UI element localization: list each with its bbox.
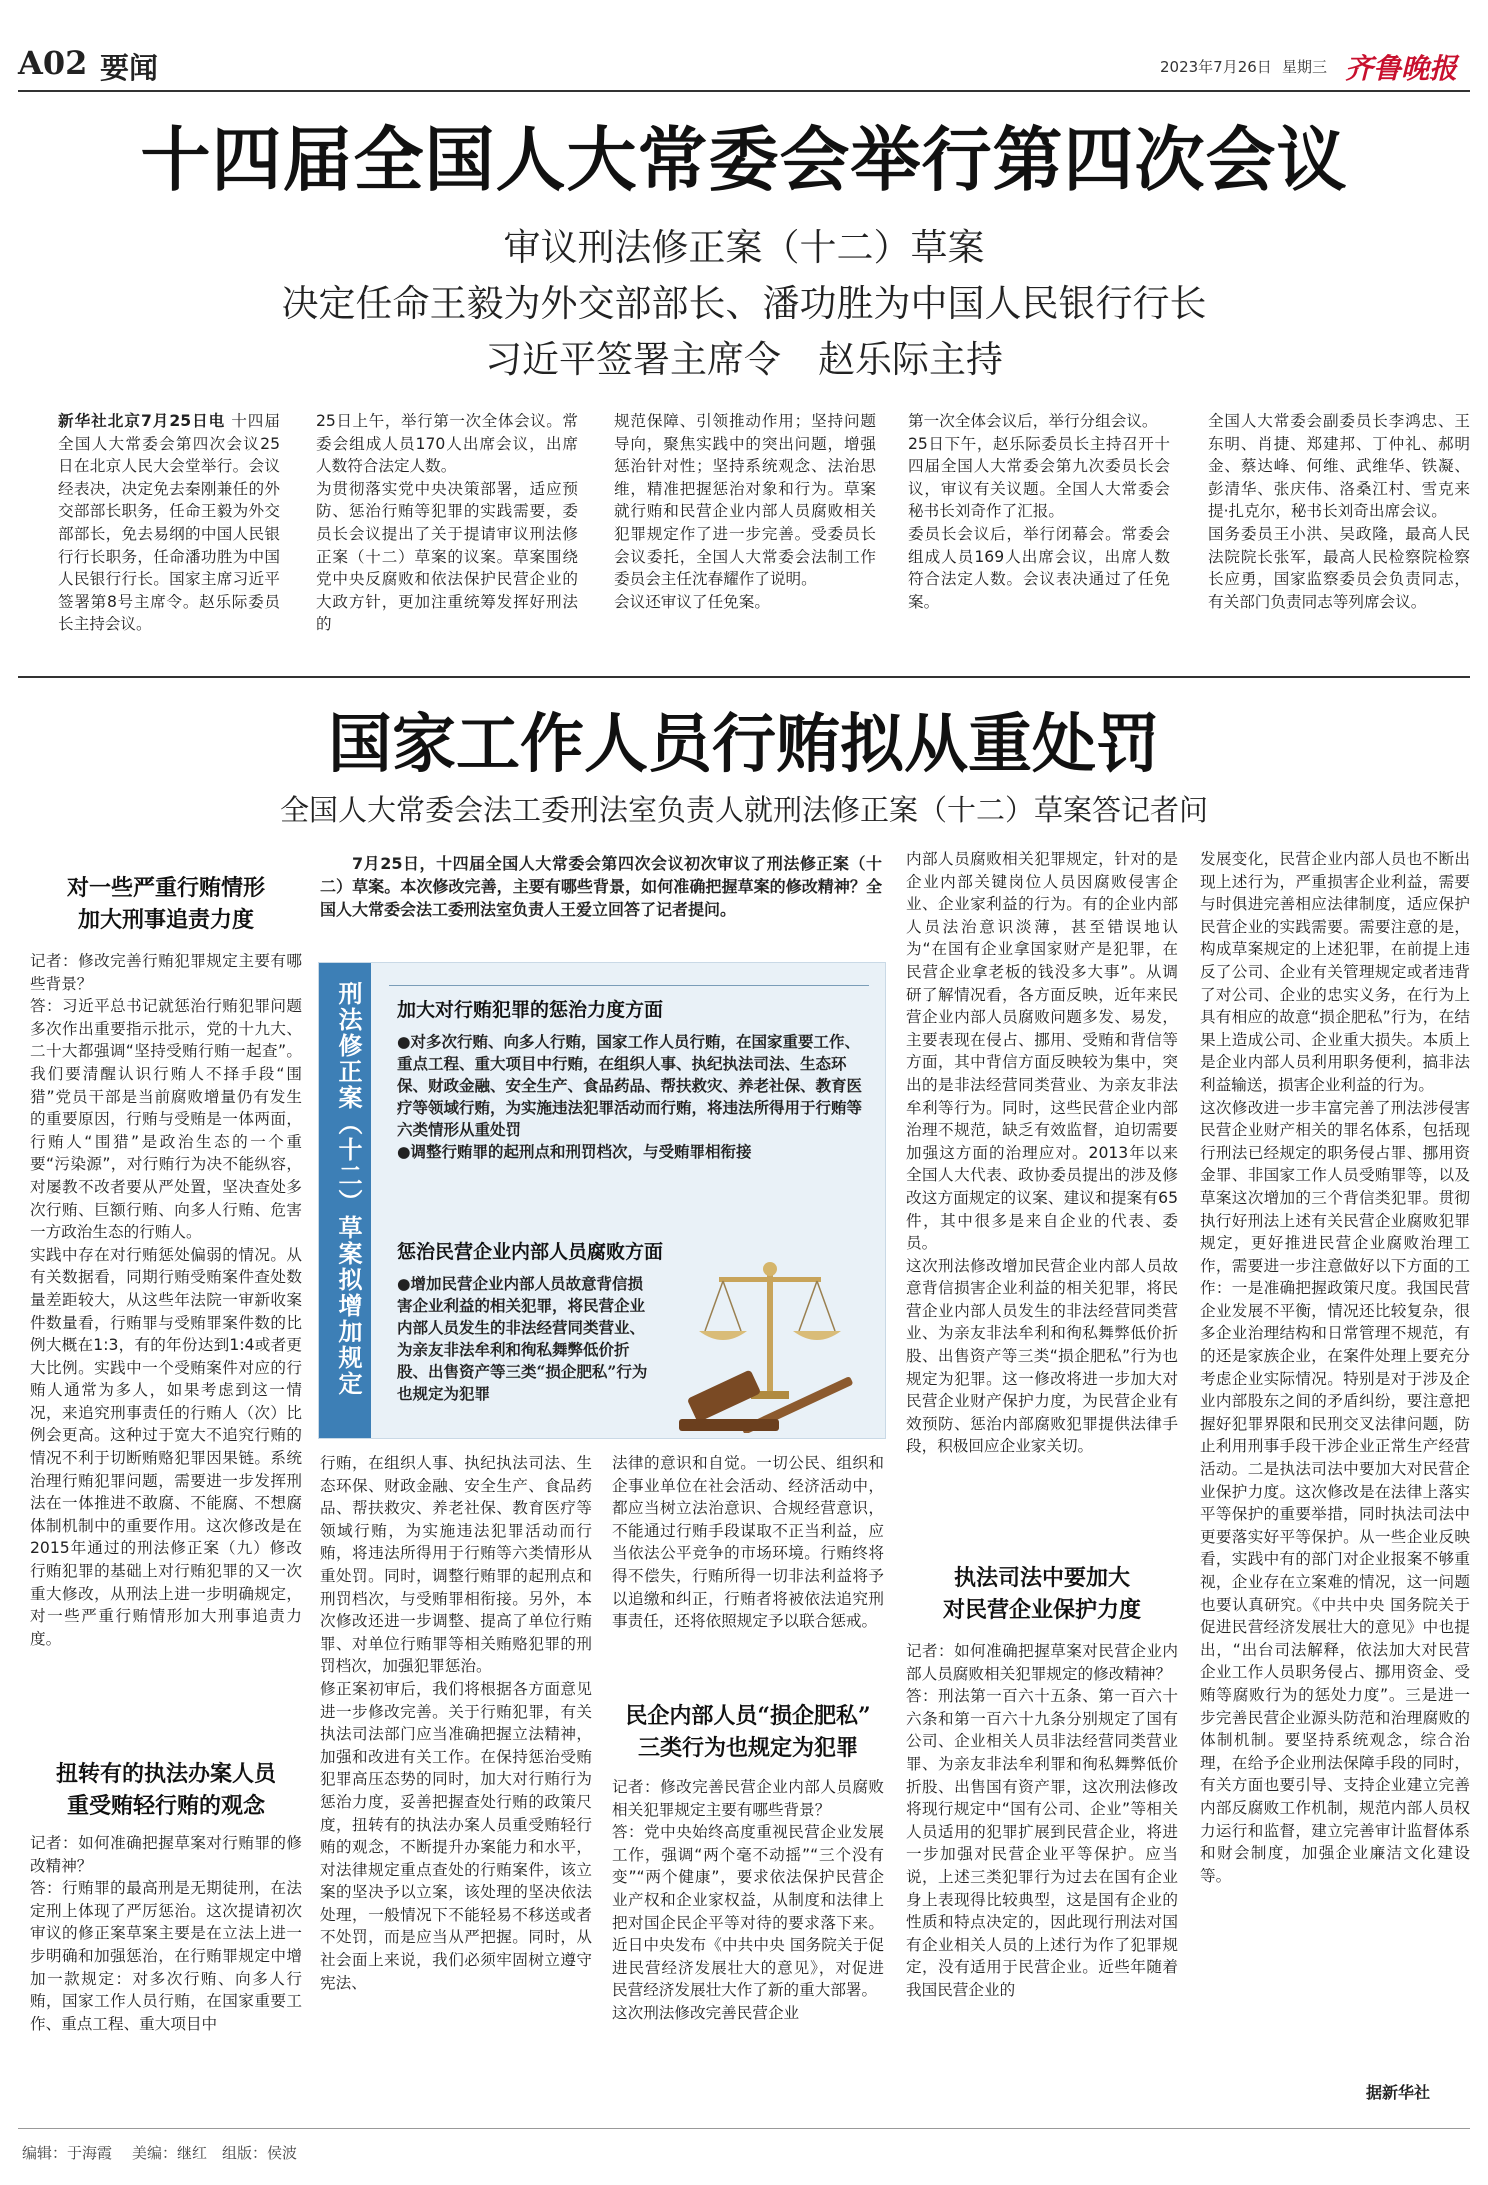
infobox-text-1: ●对多次行贿、向多人行贿，国家工作人员行贿，在国家重要工作、重点工程、重大项目中行贿，在组织人事、执纪执法司法、生态环保、财政金融、安全生产、食品药品、帮扶救灾、养老社保、教育医疗等领域行贿，为实施违法犯罪活动而行贿，将违法所得用于行贿等六类情形从重处罚 ●调整行贿罪的起刑点和刑罚档次，与受贿罪相衔接 <box>397 1032 863 1161</box>
story2-subhead: 全国人大常委会法工委刑法室负责人就刑法修正案（十二）草案答记者问 <box>279 793 1208 827</box>
story2-column-4-top: 内部人员腐败相关犯罪规定，针对的是企业内部关键岗位人员因腐败侵害企业、企业家利益的行为。有的企业内部人员法治意识淡薄，甚至错误地认为“在国有企业拿国家财产是犯罪，在民营企业拿老板的钱没多大事”。从调研了解情况看，各方面反映，近年来民营企业内部人员腐败问题多发、易发，主要表现在侵占、挪用、受贿和背信等方面，其中背信方面反映较为集中，突出的是非法经营同类营业、为亲友非法牟利等行为。同时，这些民营企业内部治理不规范，缺乏有效监督，迫切需要加强这方面的治理应对。2013年以来全国人大代表、政协委员提出的涉及修改这方面规定的议案、建议和提案有65件，其中很多是来自企业的代表、委员。 这次刑法修改增加民营企业内部人员故意背信损害企业利益的相关犯罪，将民营企业内部人员发生的非法经营同类营业、为亲友非法牟利和徇私舞弊低价折股、出售资产等三类“损企肥私”行为也规定为犯罪。这一修改将进一步加大对民营企业财产保护力度，为民营企业有效预防、惩治内部腐败犯罪提供法律手段，积极回应企业家关切。 <box>906 850 1178 1456</box>
story2-column-3-top: 法律的意识和自觉。一切公民、组织和企事业单位在社会活动、经济活动中，都应当树立法治意识、合规经营意识，不能通过行贿手段谋取不正当利益，应当依法公平竞争的市场环境。行贿终将得不偿失，行贿所得一切非法利益将予以追缴和纠正，行贿者将被依法追究刑事责任，还将依照规定予以联合惩戒。 <box>612 1454 884 1631</box>
story1-column-3: 规范保障、引领推动作用；坚持问题导向，聚焦实践中的突出问题，增强惩治针对性；坚持系统观念、法治思维，精准把握惩治对象和行为。草案就行贿和民营企业内部人员腐败相关犯罪规定作了进一步完善。受委员长会议委托，全国人大常委会法制工作委员会主任沈春耀作了说明。 会议还审议了任免案。 <box>614 412 876 611</box>
footer-layout: 组版：侯波 <box>222 2144 298 2162</box>
sec1-body: 记者：修改完善行贿犯罪规定主要有哪些背景？ 答：习近平总书记就惩治行贿犯罪问题多次作出重要指示批示，党的十九大、二十大都强调“坚持受贿行贿一起查”。我们要清醒认识行贿人不择手段“围猎”党员干部是当前腐败增量仍有发生的重要原因，行贿与受贿是一体两面，行贿人“围猎”是政治生态的一个重要“污染源”，对行贿行为决不能纵容，对屡教不改者要从严处置，坚决查处多次行贿、巨额行贿、向多人行贿、危害一方政治生态的行贿人。 实践中存在对行贿惩处偏弱的情况。从有关数据看，同期行贿受贿案件查处数量差距较大，从这些年法院一审新收案件数量看，行贿罪与受贿罪案件数的比例大概在1:3，有的年份达到1:4或者更大比例。实践中一个受贿案件对应的行贿人通常为多人，如果考虑到这一情况，来追究刑事责任的行贿人（次）比例会更高。这种过于宽大不追究行贿的情况不利于切断贿赂犯罪因果链。系统治理行贿犯罪问题，需要进一步发挥刑法在一体推进不敢腐、不能腐、不想腐体制机制中的重要作用。这次修改是在2015年通过的刑法修正案（九）修改行贿犯罪的基础上对行贿犯罪的又一次重大修改，从刑法上进一步明确规定，对一些严重行贿情形加大刑事追责力度。 <box>30 952 302 1648</box>
newspaper-logo: 齐鲁晚报 <box>1345 52 1458 85</box>
story1-subhead-3: 习近平签署主席令 赵乐际主持 <box>485 338 1003 381</box>
story2-column-2-body: 行贿，在组织人事、执纪执法司法、生态环保、财政金融、安全生产、食品药品、帮扶救灾、养老社保、教育医疗等领域行贿，为实施违法犯罪活动而行贿，将违法所得用于行贿等六类情形从重处罚。同时，调整行贿罪的起刑点和刑罚档次，与受贿罪相衔接。另外，本次修改还进一步调整、提高了单位行贿罪、对单位行贿罪等相关贿赂犯罪的刑罚档次，加强犯罪惩治。 修正案初审后，我们将根据各方面意见进一步修改完善。关于行贿犯罪，有关执法司法部门应当准确把握立法精神，加强和改进有关工作。在保持惩治受贿犯罪高压态势的同时，加大对行贿行为惩治力度，妥善把握查处行贿的政策尺度，扭转有的执法办案人员重受贿轻行贿的观念，不断提升办案能力和水平，对法律规定重点查处的行贿案件，该立案的坚决予以立案，该处理的坚决依法处理，一般情况下不能轻易不移送或者不处罚，而是应当从严把握。同时，从社会面上来说，我们必须牢固树立遵守宪法、 <box>320 1454 592 1992</box>
sec4-body: 记者：如何准确把握草案对民营企业内部人员腐败相关犯罪规定的修改精神？ 答：刑法第一百六十五条、第一百六十六条和第一百六十九条分别规定了国有公司、企业相关人员非法经营同类营业罪、为亲友非法牟利罪和徇私舞弊低价折股、出售国有资产罪，这次刑法修改将现行规定中“国有公司、企业”等相关人员适用的犯罪扩展到民营企业，将进一步加强对民营企业平等保护。应当说，上述三类犯罪行为过去在国有企业身上表现得比较典型，这是国有企业的性质和特点决定的，因此现行刑法对国有企业相关人员的上述行为作了犯罪规定，没有适用于民营企业。近些年随着我国民营企业的 <box>906 1642 1178 1999</box>
issue-date: 2023年7月26日 <box>1160 58 1272 76</box>
story1-column-4: 第一次全体会议后，举行分组会议。 25日下午，赵乐际委员长主持召开十四届全国人大常委会第九次委员长会议，审议有关议题。全国人大常委会秘书长刘奇作了汇报。 委员长会议后，举行闭幕会。常委会组成人员169人出席会议，出席人数符合法定人数。会议表决通过了任免案。 <box>908 412 1170 611</box>
story2-intro: 7月25日，十四届全国人大常委会第四次会议初次审议了刑法修正案（十二）草案。本次修改完善，主要有哪些背景，如何准确把握草案的修改精神？全国人大常委会法工委刑法室负责人王爱立回答了记者提问。 <box>320 854 882 919</box>
story1-column-5: 全国人大常委会副委员长李鸿忠、王东明、肖捷、郑建邦、丁仲礼、郝明金、蔡达峰、何维、武维华、铁凝、彭清华、张庆伟、洛桑江村、雪克来提·扎克尔，秘书长刘奇出席会议。 国务委员王小洪、吴政隆，最高人民法院院长张军，最高人民检察院检察长应勇，国家监察委员会负责同志，有关部门负责同志等列席会议。 <box>1208 412 1470 611</box>
sec2-body: 记者：如何准确把握草案对行贿罪的修改精神？ 答：行贿罪的最高刑是无期徒刑，在法定刑上体现了严厉惩治。这次提请初次审议的修正案草案主要是在立法上进一步明确和加强惩治，在行贿罪规定中增加一款规定：对多次行贿、向多人行贿，国家工作人员行贿，在国家重要工作、重点工程、重大项目中 <box>30 1834 302 2033</box>
sec2-title-line2: 重受贿轻行贿的观念 <box>66 1793 265 1819</box>
sec3-title-line2: 三类行为也规定为犯罪 <box>637 1735 858 1761</box>
infobox-heading-2: 惩治民营企业内部人员腐败方面 <box>397 1241 664 1263</box>
header-rule <box>18 90 1470 92</box>
infobox-heading-1: 加大对行贿犯罪的惩治力度方面 <box>397 999 664 1021</box>
section-name: 要闻 <box>100 51 159 85</box>
sec2-title <box>30 1758 302 1822</box>
sec3-title-line1: 民企内部人员“损企肥私” <box>625 1703 871 1729</box>
story1-col1-text: 十四届全国人大常委会第四次会议25日在北京人民大会堂举行。会议经表决，决定免去秦刚兼任的外交部部长职务，任命王毅为外交部部长，免去易纲的中国人民银行行长职务，任命潘功胜为中国人民银行行长。国家主席习近平签署第8号主席令。赵乐际委员长主持会议。 <box>58 412 280 634</box>
story2-source: 据新华社 <box>1366 2083 1431 2102</box>
page-number: A02 <box>18 44 88 82</box>
amendment-infobox <box>318 962 886 1439</box>
issue-weekday: 星期三 <box>1282 58 1328 76</box>
story1-column-1 <box>58 410 280 660</box>
footer-designer: 美编：继红 <box>132 2144 208 2162</box>
story1-dateline: 新华社北京7月25日电 <box>58 412 226 430</box>
story1-subhead-1: 审议刑法修正案（十二）草案 <box>503 226 985 269</box>
story-divider <box>18 676 1470 678</box>
sec2-title-line1: 扭转有的执法办案人员 <box>55 1761 276 1787</box>
story1-headline: 十四届全国人大常委会举行第四次会议 <box>140 118 1348 201</box>
sec4-title <box>906 1562 1178 1626</box>
sec1-title-line2: 加大刑事追责力度 <box>77 907 254 933</box>
infobox-vertical-title: 刑法修正案（十二）草案拟增加规定 <box>334 981 363 1397</box>
scales-icon <box>699 1262 841 1399</box>
sec3-body: 记者：修改完善民营企业内部人员腐败相关犯罪规定主要有哪些背景？ 答：党中央始终高度重视民营企业发展工作，强调“两个毫不动摇”“三个没有变”“两个健康”，要求依法保护民营企业产权和企业家权益，从制度和法律上把对国企民企平等对待的要求落下来。近日中央发布《中共中央 国务院关于促进民营经济发展壮大的意见》，对促进民营经济发展壮大作了新的重大部署。 这次刑法修改完善民营企业 <box>612 1778 884 2022</box>
gavel-icon <box>679 1369 853 1433</box>
scales-of-justice-illustration <box>659 1233 879 1433</box>
sec1-title <box>30 872 302 936</box>
footer-editor: 编辑：于海霞 <box>22 2144 113 2162</box>
story2-column-5: 发展变化，民营企业内部人员也不断出现上述行为，严重损害企业利益，需要与时俱进完善相应法律制度，适应保护民营企业的实践需要。需要注意的是，构成草案规定的上述犯罪，在前提上违反了公司、企业有关管理规定或者违背了对公司、企业的忠实义务，在行为上具有相应的故意“损企肥私”行为，在结果上造成公司、企业重大损失。本质上是企业内部人员利用职务便利，搞非法利益输送，损害企业利益的行为。 这次修改进一步丰富完善了刑法涉侵害民营企业财产相关的罪名体系，包括现行刑法已经规定的职务侵占罪、挪用资金罪、非国家工作人员受贿罪等，以及草案这次增加的三个背信类犯罪。贯彻执行好刑法上述有关民营企业腐败犯罪规定，更好推进民营企业腐败治理工作，需要进一步注意做好以下方面的工作：一是准确把握政策尺度。我国民营企业发展不平衡，情况还比较复杂，很多企业治理结构和日常管理不规范，有的还是家族企业，在案件处理上要充分考虑企业实际情况。特别是对于涉及企业内部股东之间的矛盾纠纷，要注意把握好犯罪界限和民刑交叉法律问题，防止利用刑事手段干涉企业正常生产经营活动。二是执法司法中要加大对民营企业保护力度。这次修改是在法律上落实平等保护的重要举措，同时执法司法中更要落实好平等保护。从一些企业反映看，实践中有的部门对企业报案不够重视，企业存在立案难的情况，这一问题也要认真研究。《中共中央 国务院关于促进民营经济发展壮大的意见》中也提出，“出台司法解释，依法加大对民营企业工作人员职务侵占、挪用资金、受贿等腐败行为的惩处力度”。三是进一步完善民营企业源头防范和治理腐败的体制机制。要坚持系统观念，综合治理，在给予企业刑法保障手段的同时，有关方面也要引导、支持企业建立完善内部反腐败工作机制，规范内部人员权力运行和监督，建立完善审计监督体系和财会制度，加强企业廉洁文化建设等。 <box>1200 850 1470 1885</box>
story1-subhead-2: 决定任命王毅为外交部部长、潘功胜为中国人民银行行长 <box>281 282 1207 325</box>
sec3-title <box>612 1700 884 1764</box>
story2-headline: 国家工作人员行贿拟从重处罚 <box>328 707 1160 782</box>
infobox-text-2: ●增加民营企业内部人员故意背信损害企业利益的相关犯罪，将民营企业内部人员发生的非法经营同类营业、为亲友非法牟利和徇私舞弊低价折股、出售资产等三类“损企肥私”行为也规定为犯罪 <box>397 1274 648 1403</box>
sec4-title-line1: 执法司法中要加大 <box>953 1565 1130 1591</box>
story1-column-2: 25日上午，举行第一次全体会议。常委会组成人员170人出席会议，出席人数符合法定人数。 为贯彻落实党中央决策部署，适应预防、惩治行贿等犯罪的实践需要，委员长会议提出了关于提请审议刑法修正案（十二）草案的议案。草案围绕党中央反腐败和依法保护民营企业的大政方针，更加注重统筹发挥好刑法的 <box>316 412 578 634</box>
footer-rule <box>18 2128 1470 2129</box>
infobox-top-line <box>389 985 869 986</box>
sec1-title-line1: 对一些严重行贿情形 <box>66 875 265 901</box>
sec4-title-line2: 对民营企业保护力度 <box>942 1597 1141 1623</box>
